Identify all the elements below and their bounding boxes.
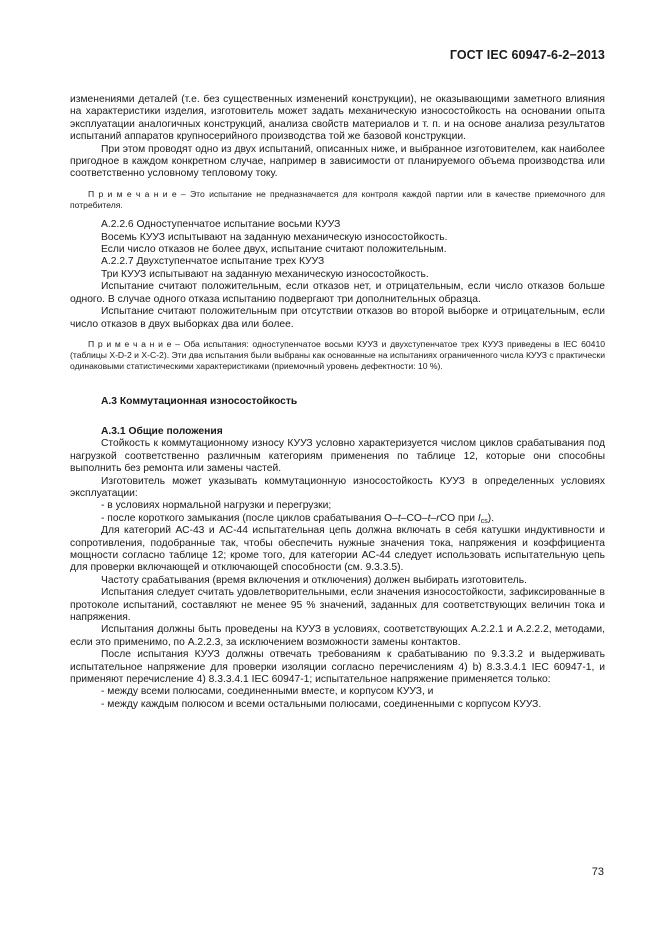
paragraph-after-test: После испытания КУУЗ должны отвечать требованиям к срабатыванию по 9.3.3.2 и выдерживать испытательное напряжение для проверки изоляции согласно перечислениям 4) b) 8.3.3.4.1 IEC 60947-1, и применяют перечисление 4) 8.3.3.4.1 IEC 60947-1; испытательное напряжение применяется только:: [70, 649, 605, 686]
clause-a226-title: А.2.2.6 Одноступенчатое испытание восьми КУУЗ: [101, 219, 341, 231]
paragraph-wear-resistance: Стойкость к коммутационному износу КУУЗ условно характеризуется числом циклов срабатывания под нагрузкой соответственно различным категориям применения по таблице 12, которые они способны выполнить без ремонта или замены частей.: [70, 438, 605, 475]
text-fragment: CO при: [439, 512, 478, 524]
paragraph-continuation: изменениями деталей (т.е. без существенных изменений конструкции), не оказывающими заметного влияния на характеристики изделия, изготовитель может задать механическую износостойкость на основании опыта эксплуатации аналогичных конструкций, анализа свойств материалов и т. п. и на основе анализа результатов испытаний аппаратов крупносерийного производства той же базовой конструкции.: [70, 94, 605, 143]
list-item-normal-load: - в условиях нормальной нагрузки и перегрузки;: [101, 500, 332, 512]
section-a3-heading: А.3 Коммутационная износостойкость: [101, 395, 298, 407]
clause-a227-line-3: Испытание считают положительным при отсутствии отказов во второй выборке и отрицательным, если число отказов в двух выборках два или более.: [70, 306, 605, 330]
text-fragment: ).: [487, 512, 495, 524]
document-code-header: ГОСТ IEC 60947-6-2−2013: [449, 48, 605, 62]
note-label: П р и м е ч а н и е: [88, 338, 172, 349]
text-fragment: cs: [480, 517, 488, 525]
paragraph-operation-frequency: Частоту срабатывания (время включения и отключения) должен выбирать изготовитель.: [101, 574, 527, 586]
list-item-short-circuit: [70, 513, 605, 525]
text-fragment: - после короткого замыкания (после циклов срабатывания O–: [101, 512, 398, 524]
text-fragment: t: [427, 512, 431, 524]
clause-a226-line-2: Если число отказов не более двух, испытание считают положительным.: [101, 244, 447, 256]
note-text: – Это испытание не предназначается для контроля каждой партии или в качестве приемочного для потребителя.: [70, 188, 606, 211]
note-label: П р и м е ч а н и е: [88, 188, 177, 199]
page-number: 73: [591, 866, 604, 878]
text-fragment: I: [477, 512, 481, 524]
note-1: [70, 189, 605, 211]
text-fragment: r: [436, 512, 440, 524]
clause-a226-line-1: Восемь КУУЗ испытывают на заданную механическую износостойкость.: [101, 231, 448, 243]
section-a31-heading: А.3.1 Общие положения: [101, 425, 223, 437]
clause-a227-title: А.2.2.7 Двухступенчатое испытание трех КУУЗ: [101, 256, 325, 268]
note-text: – Оба испытания: одноступенчатое восьми КУУЗ и двухступенчатое трех КУУЗ приведены в IEC 60410 (таблицы X-D-2 и X-C-2). Эти два испытания были выбраны как основанные на испытаниях ограниченного числа КУУЗ с практически одинаковыми статистическими характеристиками (приемочный уровень дефектности: 10 %).: [70, 338, 605, 372]
paragraph-manufacturer-conditions: Изготовитель может указывать коммутационную износостойкость КУУЗ в определенных условиях эксплуатации:: [70, 475, 605, 499]
paragraph-satisfactory-criteria: Испытания следует считать удовлетворительными, если значения износостойкости, зафиксированные в протоколе испытаний, составляют не менее 95 % значений, заданных для соответствующих величин тока и напряжения.: [70, 587, 605, 624]
clause-a227-line-1: Три КУУЗ испытывают на заданную механическую износостойкость.: [101, 268, 429, 280]
list-item-all-poles: - между всеми полюсами, соединенными вместе, и корпусом КУУЗ, и: [101, 686, 434, 698]
document-body: [70, 94, 605, 711]
paragraph-test-conditions: Испытания должны быть проведены на КУУЗ в условиях, соответствующих А.2.2.1 и А.2.2.2, методами, если это применимо, по А.2.2.3, за исключением возможности замены контактов.: [70, 624, 605, 648]
text-fragment: –: [430, 512, 437, 524]
clause-a227-line-2: Испытание считают положительным, если отказов нет, и отрицательным, если число отказов больше одного. В случае одного отказа испытанию подвергают три дополнительных образца.: [70, 281, 605, 305]
text-fragment: t: [397, 512, 401, 524]
text-fragment: –CO–: [400, 512, 428, 524]
paragraph-test-circuit: Для категорий АС-43 и АС-44 испытательная цепь должна включать в себя катушки индуктивности и сопротивления, подобранные так, чтобы обеспечить нужные значения тока, напряжения и коэффициента мощности согласно таблице 12; кроме того, для категории АС-44 следует использовать испытательную цепь для проверки включающей и отключающей способности (см. 9.3.3.5).: [70, 525, 605, 574]
paragraph-test-choice: При этом проводят одно из двух испытаний, описанных ниже, и выбранное изготовителем, как наиболее пригодное в каждом конкретном случае, например в зависимости от планируемого объема производства или соответственно условному тепловому току.: [70, 143, 605, 180]
note-2: [70, 339, 605, 373]
list-item-each-pole: - между каждым полюсом и всеми остальными полюсами, соединенными с корпусом КУУЗ.: [101, 698, 542, 710]
